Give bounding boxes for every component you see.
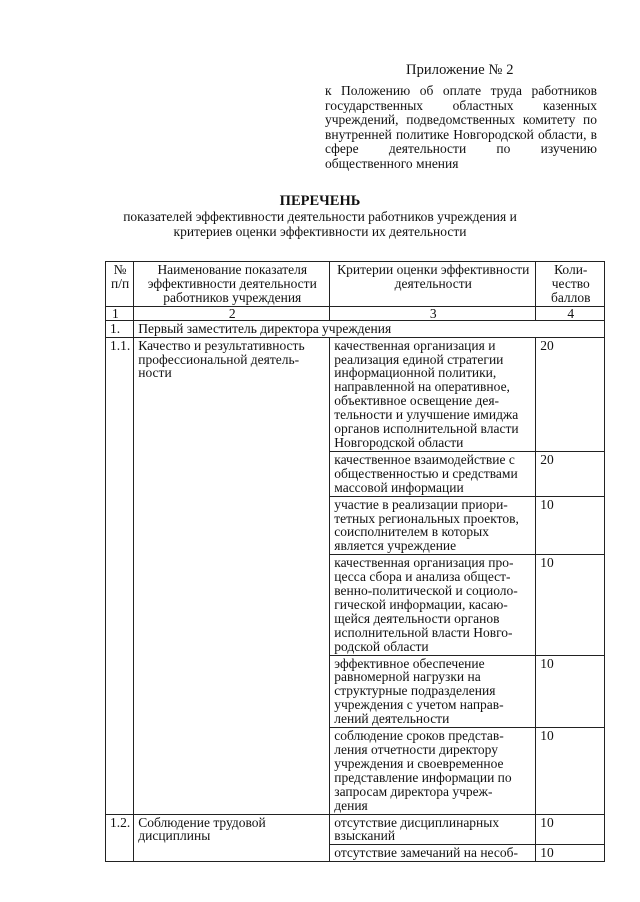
criterion-text: качественная организация и реализация единой стратегии информационной политики, направленной на оперативное, объективное освещение дея- тельности и улучшение имиджа органов исполнительной власти Новгородской области: [330, 337, 536, 451]
criterion-points: 10: [536, 845, 605, 862]
appendix-title: Приложение № 2: [406, 62, 514, 78]
table-header-row: [106, 262, 605, 307]
table-row: [106, 337, 605, 451]
column-number: 4: [536, 306, 605, 320]
criterion-text: эффективное обеспечение равномерной нагрузки на структурные подразделения учреждения с учетом направ- лений деятельности: [330, 655, 536, 728]
criterion-text: отсутствие дисциплинарных взысканий: [330, 814, 536, 845]
document-subtitle: показателей эффективности деятельности работников учреждения и критериев оценки эффективности их деятельности: [123, 209, 517, 239]
criterion-points: 10: [536, 655, 605, 728]
section-row: [106, 320, 605, 337]
criterion-text: отсутствие замечаний на несоб-: [330, 845, 536, 862]
header-points: Коли- чество баллов: [536, 262, 605, 307]
document-title: ПЕРЕЧЕНЬ: [279, 193, 361, 209]
indicators-table: [105, 261, 605, 862]
criterion-points: 20: [536, 337, 605, 451]
header-number: № п/п: [106, 262, 134, 307]
indicator-name: Соблюдение трудовой дисциплины: [134, 814, 330, 862]
section-number: 1.: [106, 320, 134, 337]
header-indicator: Наименование показателя эффективности деятельности работников учреждения: [134, 262, 330, 307]
criterion-text: соблюдение сроков представ- ления отчетности директору учреждения и своевременное представление информации по запросам директора учреж- дения: [330, 728, 536, 814]
criterion-points: 10: [536, 496, 605, 555]
criterion-points: 10: [536, 814, 605, 845]
table-row: [106, 814, 605, 845]
criterion-points: 10: [536, 728, 605, 814]
header-criteria: Критерии оценки эффективности деятельности: [330, 262, 536, 307]
column-number: 2: [134, 306, 330, 320]
indicator-name: Качество и результативность профессиональной деятель- ности: [134, 337, 330, 814]
column-numbers-row: [106, 306, 605, 320]
section-title: Первый заместитель директора учреждения: [134, 320, 605, 337]
criterion-points: 10: [536, 555, 605, 655]
criterion-text: участие в реализации приори- тетных региональных проектов, соисполнителем в которых является учреждение: [330, 496, 536, 555]
group-number: 1.2.: [106, 814, 134, 862]
group-number: 1.1.: [106, 337, 134, 814]
criterion-text: качественная организация про- цесса сбора и анализа общест- венно-политической и социоло- гической информации, касаю- щейся деятельности органов исполнительной власти Новго- родской области: [330, 555, 536, 655]
appendix-text: к Положению об оплате труда работников государственных областных казенных учреждений, подведомственных комитету по внутренней политике Новгородской области, в сфере деятельности по изучению общественного мнения: [325, 83, 597, 171]
criterion-text: качественное взаимодействие с общественностью и средствами массовой информации: [330, 451, 536, 496]
criterion-points: 20: [536, 451, 605, 496]
column-number: 1: [106, 306, 134, 320]
column-number: 3: [330, 306, 536, 320]
